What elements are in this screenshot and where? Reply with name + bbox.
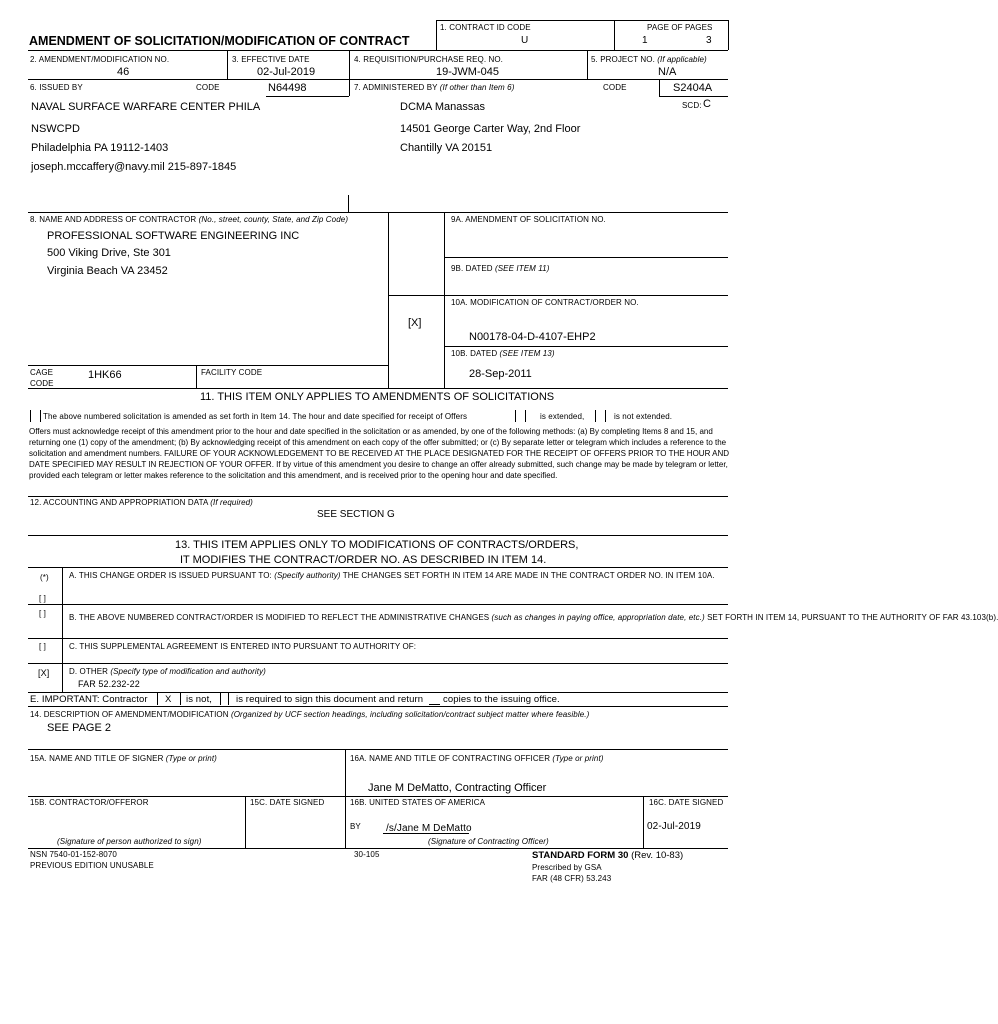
contractor-label [30, 216, 348, 224]
project-value: N/A [658, 66, 677, 78]
item-13b-text-2: SET FORTH IN ITEM 14, PURSUANT TO THE AUTHORITY OF FAR 43.103(b). [707, 613, 998, 622]
cage-label-2: CODE [30, 379, 54, 388]
project-label-text: 5. PROJECT NO. [591, 55, 655, 64]
dated-9b-note: (SEE ITEM 11) [494, 264, 550, 273]
administered-by-line: 14501 George Carter Way, 2nd Floor [400, 123, 581, 135]
project-label [591, 56, 707, 64]
dated-10b-label [451, 350, 555, 358]
cage-label: CAGE [30, 368, 54, 377]
item-13a-text [69, 572, 715, 580]
issued-by-line: NAVAL SURFACE WARFARE CENTER PHILA [31, 101, 261, 113]
item-13a-note: (Specify authority) [274, 571, 341, 580]
administered-by-line: Chantilly VA 20151 [400, 142, 493, 154]
issued-by-line: Philadelphia PA 19112-1403 [31, 142, 169, 154]
extended-box-1[interactable] [30, 410, 41, 422]
item-13b-text-1: B. THE ABOVE NUMBERED CONTRACT/ORDER IS MODIFIED TO REFLECT THE ADMINISTRATIVE CHANGES [69, 613, 490, 622]
modification-label: 10A. MODIFICATION OF CONTRACT/ORDER NO. [451, 298, 639, 307]
page-number: 1 [642, 35, 648, 46]
copies-text: copies to the issuing office. [443, 694, 560, 705]
item-13b-note: (such as changes in paying office, appropriation date, etc.) [491, 613, 705, 622]
item-13-star: (*) [40, 573, 49, 582]
pages-total: 3 [706, 35, 712, 46]
dated-9b-text: 9B. DATED [451, 264, 493, 273]
issued-by-line: joseph.mccaffery@navy.mil 215-897-1845 [31, 161, 237, 173]
contractor-offeror-label: 15B. CONTRACTOR/OFFEROR [30, 798, 149, 807]
amendment-value: 46 [117, 66, 130, 78]
officer-name-label [350, 755, 604, 763]
accounting-value: SEE SECTION G [317, 509, 395, 520]
officer-name-text: 16A. NAME AND TITLE OF CONTRACTING OFFICER [350, 754, 551, 763]
contractor-label-text: 8. NAME AND ADDRESS OF CONTRACTOR [30, 215, 197, 224]
extended-text: is extended, [540, 412, 585, 421]
item-13c-text: C. THIS SUPPLEMENTAL AGREEMENT IS ENTERED INTO PURSUANT TO AUTHORITY OF: [69, 642, 417, 651]
accounting-label [30, 499, 253, 507]
not-extended-box[interactable] [595, 410, 606, 422]
prescribed-by: Prescribed by GSA [532, 863, 602, 872]
item-13d-value: FAR 52.232-22 [78, 679, 140, 689]
item-13d-text-1: D. OTHER [69, 667, 109, 676]
contract-id-value: U [521, 35, 529, 46]
item-11-line: The above numbered solicitation is amended as set forth in Item 14. The hour and date specified for receipt of Offers [43, 412, 468, 421]
administered-code-value: S2404A [673, 82, 713, 94]
signer-name-note: (Type or print) [165, 754, 217, 763]
contractor-label-note: (No., street, county, State, and Zip Code) [198, 215, 349, 224]
officer-date-value: 02-Jul-2019 [647, 821, 701, 832]
item-13d-note: (Specify type of modification and authority) [110, 667, 266, 676]
administered-label [354, 84, 514, 92]
item-13d-box[interactable]: [X] [38, 668, 50, 678]
page-of-pages-label: PAGE OF PAGES [647, 23, 713, 32]
accounting-label-note: (If required) [210, 498, 253, 507]
item-13-heading: 13. THIS ITEM APPLIES ONLY TO MODIFICATIONS OF CONTRACTS/ORDERS, [175, 539, 579, 551]
previous-edition-text: PREVIOUS EDITION UNUSABLE [30, 861, 154, 870]
officer-date-label: 16C. DATE SIGNED [649, 798, 724, 807]
project-label-note: (If applicable) [657, 55, 707, 64]
item-13a-text-2: THE CHANGES SET FORTH IN ITEM 14 ARE MADE IN THE CONTRACT ORDER NO. IN ITEM 10A. [342, 571, 715, 580]
item-11-heading: 11. THIS ITEM ONLY APPLIES TO AMENDMENTS OF SOLICITATIONS [200, 391, 555, 403]
description-label-note: (Organized by UCF section headings, including solicitation/contract subject matter where feasible.) [230, 710, 590, 719]
effective-date-label: 3. EFFECTIVE DATE [232, 55, 310, 64]
requisition-label: 4. REQUISITION/PURCHASE REQ. NO. [354, 55, 504, 64]
contractor-line: PROFESSIONAL SOFTWARE ENGINEERING INC [47, 230, 300, 242]
far-reference: FAR (48 CFR) 53.243 [532, 874, 612, 883]
issued-code-value: N64498 [268, 82, 307, 94]
item-11-paragraph: Offers must acknowledge receipt of this amendment prior to the hour and date specified in the solicitation or as amended, by one of the following methods: (a) By completing Items 8 and 15, and returning one (1) copy of the amendment; (b) By acknowledging receipt of this amendment on each copy of the offer submitted; or (c) By separate letter or telegram which includes a reference to the solicitation and amendment numbers. FAILURE OF YOUR ACKNOWLEDGEMENT TO BE RECEIVED AT THE PLACE DESIGNATED FOR THE RECEIPT OF OFFERS PRIOR TO THE HOUR AND DATE SPECIFIED MAY RESULT IN REJECTION OF YOUR OFFER. If by virtue of this amendment you desire to change an offer already submitted, such change may be made by telegram or letter, provided each telegram or letter makes reference to the solicitation and this amendment, and is received prior to the opening hour and date specified. [29, 427, 730, 480]
effective-date-value: 02-Jul-2019 [257, 66, 316, 78]
amendment-solicitation-label: 9A. AMENDMENT OF SOLICITATION NO. [451, 215, 606, 224]
officer-name-value: Jane M DeMatto, Contracting Officer [368, 782, 547, 794]
contractor-line: 500 Viking Drive, Ste 301 [47, 247, 171, 259]
signer-signature-note: (Signature of person authorized to sign) [57, 837, 202, 846]
signer-date-label: 15C. DATE SIGNED [250, 798, 325, 807]
requisition-value: 19-JWM-045 [436, 66, 499, 78]
not-extended-text: is not extended. [614, 412, 673, 421]
item-13d-text [69, 668, 266, 676]
officer-signature-note: (Signature of Contracting Officer) [428, 837, 549, 846]
signer-name-label [30, 755, 217, 763]
issued-code-label: CODE [196, 83, 220, 92]
administered-code-label: CODE [603, 83, 627, 92]
standard-form-bold: STANDARD FORM 30 [532, 850, 629, 861]
administered-label-text: 7. ADMINISTERED BY [354, 83, 438, 92]
item-13-blank-box[interactable]: [ ] [39, 594, 46, 603]
dated-10b-note: (SEE ITEM 13) [499, 349, 555, 358]
contractor-line: Virginia Beach VA 23452 [47, 265, 168, 277]
is-required-box[interactable] [220, 693, 229, 705]
item-13b-box[interactable]: [ ] [39, 609, 46, 618]
scd-label: SCD: [682, 101, 702, 110]
officer-signature: /s/Jane M DeMatto [386, 823, 472, 834]
administered-by-line: DCMA Manassas [400, 101, 485, 113]
description-label-text: 14. DESCRIPTION OF AMENDMENT/MODIFICATION [30, 710, 229, 719]
item-13-heading-2: IT MODIFIES THE CONTRACT/ORDER NO. AS DESCRIBED IN ITEM 14. [180, 554, 547, 566]
contract-id-label: 1. CONTRACT ID CODE [440, 23, 531, 32]
dated-10b-value: 28-Sep-2011 [469, 368, 532, 380]
by-label: BY [350, 822, 361, 831]
description-value: SEE PAGE 2 [47, 722, 111, 734]
dated-10b-text: 10B. DATED [451, 349, 498, 358]
item-13a-text-1: A. THIS CHANGE ORDER IS ISSUED PURSUANT TO: [69, 571, 272, 580]
description-label [30, 711, 589, 719]
item-13c-box[interactable]: [ ] [39, 642, 46, 651]
form-code: 30-105 [354, 850, 380, 859]
dated-9b-label [451, 265, 549, 273]
usa-label: 16B. UNITED STATES OF AMERICA [350, 798, 486, 807]
contractor-is-mark: X [165, 694, 172, 705]
officer-name-note: (Type or print) [552, 754, 604, 763]
cage-value: 1HK66 [88, 369, 122, 381]
administered-label-note: (If other than Item 6) [439, 83, 515, 92]
standard-form-rev: (Rev. 10-83) [631, 850, 684, 861]
scd-value: C [703, 98, 711, 110]
nsn-text: NSN 7540-01-152-8070 [30, 850, 117, 859]
amendment-label: 2. AMENDMENT/MODIFICATION NO. [30, 55, 170, 64]
important-text: E. IMPORTANT: Contractor [30, 694, 148, 705]
required-text: is required to sign this document and return [236, 694, 424, 705]
facility-code-label: FACILITY CODE [201, 368, 263, 377]
accounting-label-text: 12. ACCOUNTING AND APPROPRIATION DATA [30, 498, 208, 507]
issued-by-line: NSWCPD [31, 123, 80, 135]
form-title: AMENDMENT OF SOLICITATION/MODIFICATION OF CONTRACT [29, 34, 410, 48]
issued-by-label: 6. ISSUED BY [30, 83, 83, 92]
standard-form-title [532, 851, 683, 861]
modification-value: N00178-04-D-4107-EHP2 [469, 331, 596, 343]
item-13b-text [69, 614, 998, 622]
signer-name-text: 15A. NAME AND TITLE OF SIGNER [30, 754, 164, 763]
modification-checkbox[interactable]: [X] [408, 317, 422, 329]
is-not-text: is not, [186, 694, 213, 705]
extended-box-2[interactable] [515, 410, 526, 422]
